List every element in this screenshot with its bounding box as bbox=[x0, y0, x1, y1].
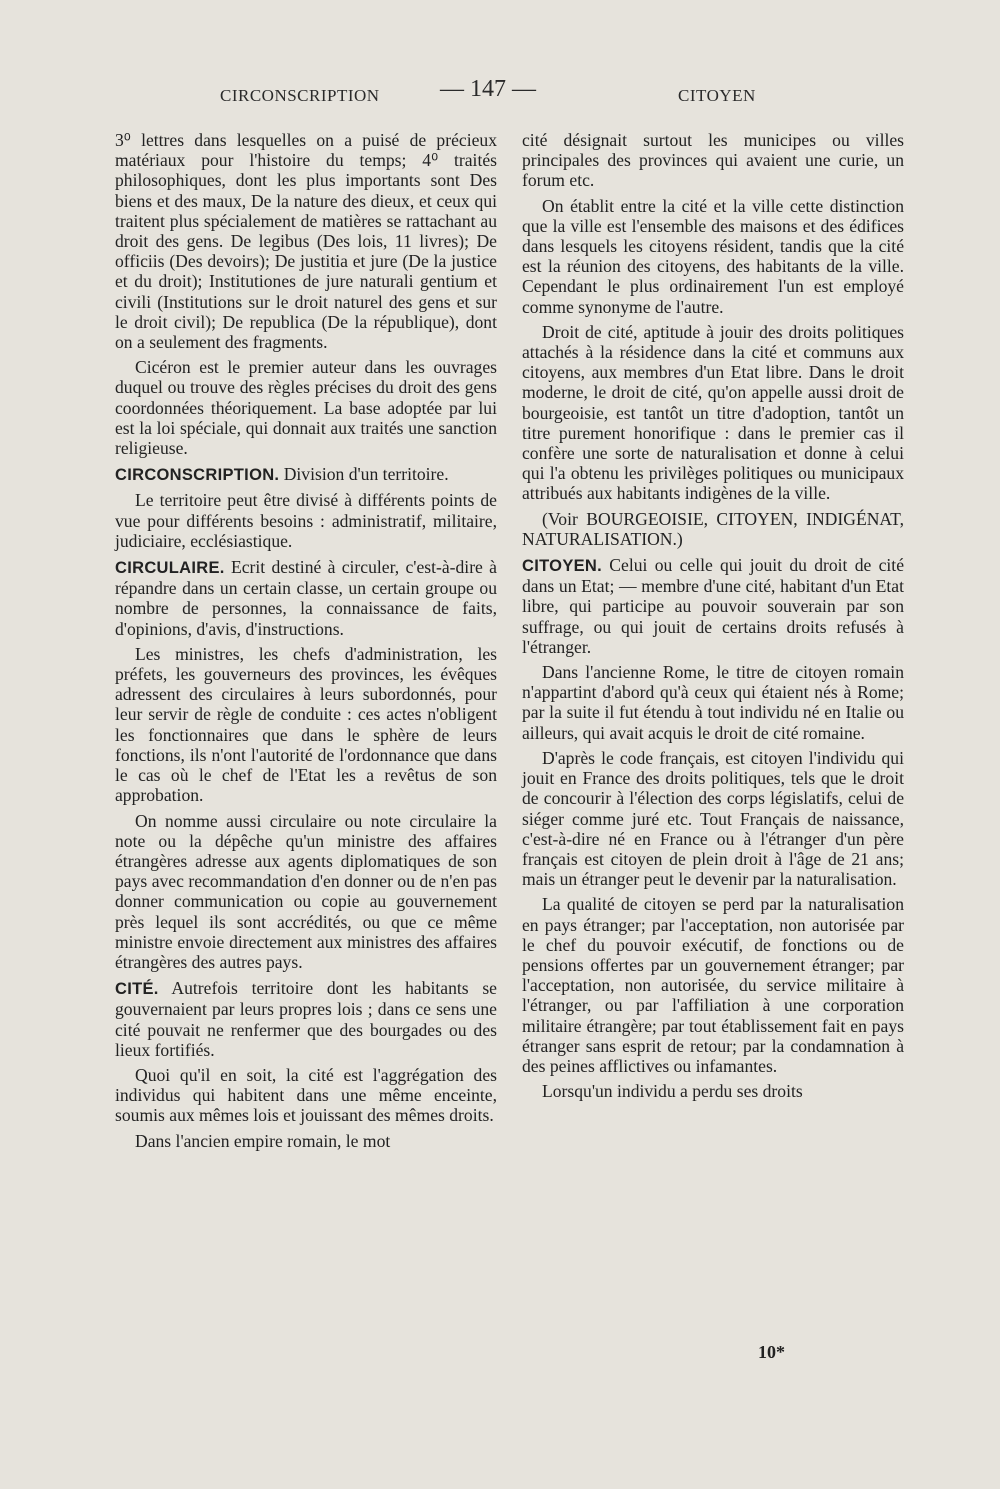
right-column bbox=[522, 130, 904, 1106]
entry-term: CIRCULAIRE. bbox=[115, 559, 225, 578]
entry-citoyen bbox=[522, 555, 904, 657]
paragraph: Cicéron est le premier auteur dans les ouvrages duquel ou trouve des règles précises du droit des gens coordonnées théoriquement. La base adoptée par lui est la loi spéciale, qui donnait aux traités une sanction religieuse. bbox=[115, 357, 497, 459]
entry-term: CIRCONSCRIPTION. bbox=[115, 466, 280, 485]
running-header bbox=[0, 76, 1000, 116]
entry-definition: Division d'un territoire. bbox=[279, 464, 449, 485]
paragraph: Dans l'ancienne Rome, le titre de citoyen romain n'appartint d'abord qu'à ceux qui étaient nés à Rome; par la suite il fut étendu à tout individu né en Italie ou ailleurs, qui avait acquis le droit de cité romaine. bbox=[522, 662, 904, 743]
left-column bbox=[115, 130, 497, 1156]
paragraph: Les ministres, les chefs d'administration, les préfets, les gouverneurs des provinces, les évêques adressent des circulaires à leurs subordonnés, pour leur servir de règle de conduite : ces actes n'obligent les fonctionnaires que dans le sphère de leurs fonctions, ils n'ont l'autorité de l'ordonnance que dans le cas où le chef de l'Etat les a revêtus de son approbation. bbox=[115, 643, 497, 806]
paragraph: D'après le code français, est citoyen l'individu qui jouit en France des droits politiques, tels que le droit de concourir à l'élection des corps législatifs, celui de siéger comme juré etc. Tout Français de naissance, c'est-à-dire né en France ou à l'étranger d'un père français est citoyen de plein droit à l'âge de 21 ans; mais un étranger peut le devenir par la naturalisation. bbox=[522, 747, 904, 890]
paragraph: On établit entre la cité et la ville cette distinction que la ville est l'ensemble des maisons et des édifices dans lesquels les citoyens résident, tandis que la cité est la réunion des citoyens, des habitants de la ville. Cependant le plus ordinairement l'un est employé comme synonyme de l'autre. bbox=[522, 195, 904, 317]
paragraph: La qualité de citoyen se perd par la naturalisation en pays étranger; par l'acceptation, non autorisée par le chef du pouvoir exécutif, de fonctions ou de pensions offertes par un gouvernement étranger; par l'acceptation, non autorisée, du service militaire à l'étranger, ou par l'affiliation à une corporation militaire étrangère; par tout établissement fait en pays étranger sans esprit de retour; par la condamnation à des peines afflictives ou infamantes. bbox=[522, 894, 904, 1076]
entry-circulaire bbox=[115, 557, 497, 639]
header-right-term: CITOYEN bbox=[678, 86, 756, 105]
entry-term: CITÉ. bbox=[115, 980, 159, 999]
paragraph: cité désignait surtout les municipes ou villes principales des provinces qui avaient une curie, un forum etc. bbox=[522, 130, 904, 191]
entry-definition: Celui ou celle qui jouit du droit de cité dans un Etat; — membre d'une cité, habitant d'un Etat libre, qui participe au pouvoir souverain par son suffrage, ou qui jouit de certains droits refusés à l'étranger. bbox=[522, 555, 904, 657]
paragraph: Le territoire peut être divisé à différents points de vue pour différents besoins : administratif, militaire, judiciaire, ecclésiastique. bbox=[115, 490, 497, 551]
entry-term: CITOYEN. bbox=[522, 557, 603, 576]
entry-cite bbox=[115, 978, 497, 1060]
cross-reference: (Voir BOURGEOISIE, CITOYEN, INDIGÉNAT, NATURALISATION.) bbox=[522, 508, 904, 549]
header-left-term: CIRCONSCRIPTION bbox=[220, 86, 380, 105]
signature-mark: 10* bbox=[758, 1342, 785, 1362]
entry-definition: Ecrit destiné à circuler, c'est-à-dire à répandre dans un certain classe, un certain groupe ou nombre de personnes, la connaissance de faits, d'opinions, d'avis, d'instructions. bbox=[115, 557, 497, 639]
page-number: — 147 — bbox=[440, 76, 536, 102]
paragraph: Dans l'ancien empire romain, le mot bbox=[135, 1130, 391, 1151]
paragraph: 3⁰ lettres dans lesquelles on a puisé de précieux matériaux pour l'histoire du temps; 4⁰ traités philosophiques, dont les plus importants sont Des biens et des maux, De la nature des dieux, et ceux qui traitent plus spécialement de matières se rattachant au droit des gens. De legibus (Des lois, 11 livres); De officiis (Des devoirs); De justitia et jure (De la justice et du droit); Institutiones de jure naturali gentium et civili (Institutions sur le droit naturel des gens et sur le droit civil); De republica (De la république), dont on a seulement des fragments. bbox=[115, 130, 497, 353]
entry-circonscription bbox=[115, 464, 497, 485]
paragraph: Lorsqu'un individu a perdu ses droits bbox=[542, 1081, 803, 1102]
paragraph: Quoi qu'il en soit, la cité est l'aggrégation des individus qui habitent dans une même enceinte, soumis aux mêmes lois et jouissant des mêmes droits. bbox=[115, 1064, 497, 1126]
entry-definition: Autrefois territoire dont les habitants se gouvernaient par leurs propres lois ; dans ce sens une cité pouvait ne renfermer que des bourgades ou des lieux fortifiés. bbox=[115, 978, 497, 1060]
paragraph: On nomme aussi circulaire ou note circulaire la note ou la dépêche qu'un ministre des affaires étrangères adresse aux agents diplomatiques de son pays avec recommandation d'en donner ou de n'en pas donner communication ou copie au gouvernement près lequel ils sont accrédités, ou que ce même ministre envoie directement aux ministres des affaires étrangères des autres pays. bbox=[115, 810, 497, 972]
paragraph: Droit de cité, aptitude à jouir des droits politiques attachés à la résidence dans la cité et communs aux citoyens, aux membres d'un Etat libre. Dans le droit moderne, le droit de cité, qu'on appelle aussi droit de bourgeoisie, est tantôt un titre d'adoption, tantôt un titre purement honorifique : dans le premier cas il confère une sorte de naturalisation et donne à celui qui l'a obtenu les privilèges politiques ou municipaux attribués aux habitants indigènes de la ville. bbox=[522, 321, 904, 504]
